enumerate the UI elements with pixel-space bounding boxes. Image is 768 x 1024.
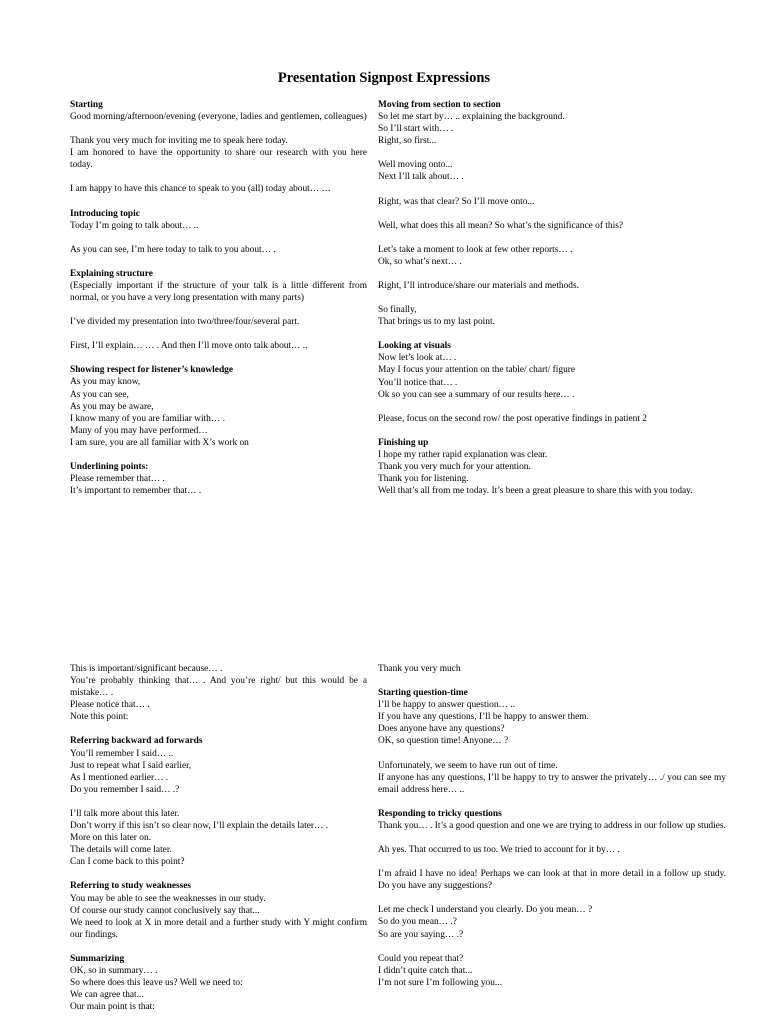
text-line: May I focus your attention on the table/ chart/ figure xyxy=(378,365,576,376)
text-line: Thank you very much for inviting me to speak here today. xyxy=(70,136,288,147)
text-line: Let me check I understand you clearly. Do you mean… ? xyxy=(378,905,593,916)
section xyxy=(378,808,726,832)
text-line: I am honored to have the opportunity to share our research with you here today. xyxy=(70,148,367,171)
text-line: Many of you may have performed… xyxy=(70,425,208,436)
section-heading: Starting question-time xyxy=(378,688,468,699)
section xyxy=(378,220,726,232)
section xyxy=(378,663,726,675)
text-line: I know many of you are familiar with… . xyxy=(70,413,225,424)
section xyxy=(70,268,367,304)
section xyxy=(378,280,726,292)
text-line: I didn’t quite catch that... xyxy=(378,965,473,976)
section xyxy=(70,808,367,868)
text-line: OK, so in summary… . xyxy=(70,965,158,976)
text-line: OK, so question time! Anyone… ? xyxy=(378,736,509,747)
section xyxy=(378,904,726,940)
section xyxy=(70,208,367,232)
section-heading: Underlining points: xyxy=(70,461,149,472)
text-line: Right, I’ll introduce/share our materials and methods. xyxy=(378,280,579,291)
text-line: Our main point is that: xyxy=(70,1002,155,1013)
section xyxy=(378,340,726,400)
section xyxy=(378,687,726,747)
text-line: Unfortunately, we seem to have run out of time. xyxy=(378,760,558,771)
text-line: I’ll talk more about this later. xyxy=(70,808,180,819)
text-line: So I’ll start with… . xyxy=(378,124,454,135)
text-line: You’re probably thinking that… . And you’re right/ but this would be a mistake… . xyxy=(70,676,367,699)
text-line: I am sure, you are all familiar with X’s work on xyxy=(70,437,249,448)
text-line: First, I’ll explain… … . And then I’ll move onto talk about… .. xyxy=(70,341,308,352)
text-line: Do you remember I said… .? xyxy=(70,784,180,795)
text-line: Well that’s all from me today. It’s been a great pleasure to share this with you today. xyxy=(378,486,693,497)
section xyxy=(70,953,367,1013)
section xyxy=(378,868,726,892)
text-line: I’m not sure I’m following you... xyxy=(378,977,502,988)
text-line: We need to look at X in more detail and a further study with Y might confirm our findings. xyxy=(70,917,367,940)
text-line: Please remember that… . xyxy=(70,474,165,485)
text-line: Good morning/afternoon/evening (everyone, ladies and gentlemen, colleagues) xyxy=(70,112,367,123)
text-line: Thank you… . It’s a good question and one we are trying to address in our follow up studies. xyxy=(378,820,726,831)
section xyxy=(378,760,726,796)
section-heading: Responding to tricky questions xyxy=(378,808,502,819)
section xyxy=(70,244,367,256)
text-line: Now let’s look at… . xyxy=(378,353,457,364)
section xyxy=(70,183,367,195)
text-line: Please, focus on the second row/ the post operative findings in patient 2 xyxy=(378,413,647,424)
text-line: Next I’ll talk about… . xyxy=(378,172,464,183)
section xyxy=(70,663,367,723)
text-line: Right, was that clear? So I’ll move onto... xyxy=(378,196,535,207)
section xyxy=(70,135,367,171)
text-line: I’ll be happy to answer question… .. xyxy=(378,700,515,711)
text-line: As you can see, xyxy=(70,389,129,400)
section-heading: Finishing up xyxy=(378,437,429,448)
text-line: Right, so first... xyxy=(378,136,437,147)
section-heading: Starting xyxy=(70,100,103,110)
text-line: I hope my rather rapid explanation was clear. xyxy=(378,449,548,460)
section xyxy=(70,880,367,940)
section-heading: Referring backward ad forwards xyxy=(70,736,203,747)
section-heading: Summarizing xyxy=(70,953,125,964)
section-heading: Showing respect for listener’s knowledge xyxy=(70,365,234,376)
text-line: Can I come back to this point? xyxy=(70,857,185,868)
section xyxy=(378,159,726,183)
section xyxy=(378,244,726,268)
text-line: I am happy to have this chance to speak to you (all) today about… … xyxy=(70,184,331,195)
section xyxy=(378,99,726,147)
text-line: Today I’m going to talk about… .. xyxy=(70,220,199,231)
text-line: Don’t worry if this isn’t so clear now, I’ll explain the details later… . xyxy=(70,821,329,832)
section xyxy=(70,735,367,795)
text-line: You’ll notice that… . xyxy=(378,377,458,388)
text-line: Could you repeat that? xyxy=(378,953,464,964)
section xyxy=(378,304,726,328)
section xyxy=(378,437,726,497)
left-column-top xyxy=(70,99,367,509)
text-line: It’s important to remember that… . xyxy=(70,486,202,497)
text-line: Let’s take a moment to look at few other reports… . xyxy=(378,244,573,255)
section xyxy=(70,364,367,449)
text-line: If anyone has any questions, I’ll be happy to try to answer the privately… ./ you can see my email address here… .. xyxy=(378,772,726,795)
text-line: This is important/significant because… . xyxy=(70,664,223,674)
text-line: So let me start by… .. explaining the background. xyxy=(378,112,565,123)
text-line: So where does this leave us? Well we need to: xyxy=(70,978,243,989)
text-line: Well moving onto... xyxy=(378,160,453,171)
text-line: Does anyone have any questions? xyxy=(378,724,505,735)
text-line: Of course our study cannot conclusively say that... xyxy=(70,905,260,916)
text-line: We can agree that... xyxy=(70,990,144,1001)
text-line: So do you mean… .? xyxy=(378,917,457,928)
section-heading: Moving from section to section xyxy=(378,100,501,110)
section xyxy=(378,196,726,208)
text-line: Note this point: xyxy=(70,712,129,723)
section-heading: Looking at visuals xyxy=(378,341,451,352)
left-column-bottom xyxy=(70,663,367,1024)
text-line: As I mentioned earlier… . xyxy=(70,772,169,783)
text-line: If you have any questions, I’ll be happy to answer them. xyxy=(378,712,589,723)
section xyxy=(70,461,367,497)
text-line: (Especially important if the structure of your talk is a little different from normal, or you have a very long presentation with many parts) xyxy=(70,280,367,304)
text-line: As you can see, I’m here today to talk to you about… . xyxy=(70,244,276,255)
text-line: As you may know, xyxy=(70,377,141,388)
text-line: So are you saying… .? xyxy=(378,929,464,940)
text-line: Ah yes. That occurred to us too. We tried to account for it by… . xyxy=(378,845,620,856)
text-line: The details will come later. xyxy=(70,845,172,856)
text-line: So finally, xyxy=(378,305,417,316)
text-line: Thank you for listening. xyxy=(378,474,469,485)
text-line: As you may be aware, xyxy=(70,401,154,412)
text-line: Well, what does this all mean? So what’s the significance of this? xyxy=(378,220,624,231)
text-line: That brings us to my last point. xyxy=(378,317,495,328)
section xyxy=(70,99,367,123)
section xyxy=(378,953,726,989)
section xyxy=(70,316,367,328)
text-line: More on this later on. xyxy=(70,833,151,844)
text-line: Thank you very much for your attention. xyxy=(378,461,531,472)
section-heading: Explaining structure xyxy=(70,268,153,279)
page-title: Presentation Signpost Expressions xyxy=(277,70,491,86)
text-line: Ok so you can see a summary of our results here… . xyxy=(378,389,575,400)
text-line: Just to repeat what I said earlier, xyxy=(70,760,192,771)
text-line: Thank you very much xyxy=(378,664,461,674)
right-column-top xyxy=(378,99,726,509)
text-line: You may be able to see the weaknesses in our study. xyxy=(70,893,266,904)
text-line: You’ll remember I said… .. xyxy=(70,748,174,759)
section xyxy=(378,844,726,856)
section-heading: Introducing topic xyxy=(70,208,140,219)
section xyxy=(378,413,726,425)
right-column-bottom xyxy=(378,663,726,1001)
text-line: Please notice that… . xyxy=(70,700,150,711)
text-line: I’ve divided my presentation into two/three/four/several part. xyxy=(70,317,300,328)
section xyxy=(70,340,367,352)
section-heading: Referring to study weaknesses xyxy=(70,881,192,892)
text-line: I’m afraid I have no idea! Perhaps we can look at that in more detail in a follow up study. Do you have any suggestions? xyxy=(378,869,726,892)
text-line: Ok, so what’s next… . xyxy=(378,256,462,267)
